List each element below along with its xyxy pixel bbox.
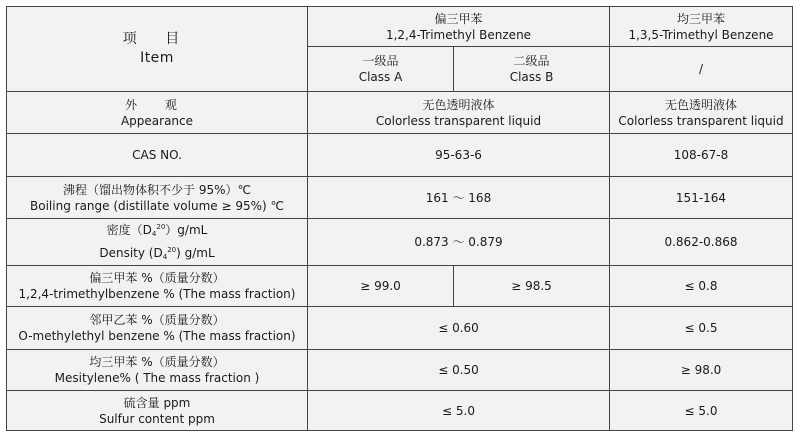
appearance-value-135-cn: 无色透明液体 (664, 97, 737, 112)
appearance-value-135 (610, 92, 793, 134)
mesitylene-row (7, 350, 793, 391)
density-value-135: 0.862-0.868 (610, 219, 793, 266)
methylethyl-benzene-label-cn: 邻甲乙苯 %（质量分数） (89, 313, 225, 327)
item-header-en: Item (140, 50, 174, 66)
density-label-cn (9, 219, 305, 242)
density-value-124: 0.873 ～ 0.879 (308, 219, 610, 266)
density-cn-superscript: 20 (156, 223, 166, 231)
sulfur-value-135: ≤ 5.0 (610, 391, 793, 431)
density-en-subscript: 4 (162, 253, 168, 261)
sulfur-label (7, 391, 308, 431)
cas-value-124: 95-63-6 (308, 134, 610, 177)
appearance-value-124-en: Colorless transparent liquid (375, 113, 542, 128)
boiling-range-value-135: 151-164 (610, 177, 793, 219)
boiling-range-value-124: 161 ～ 168 (308, 177, 610, 219)
trimethylbenzene-124-content-135: ≤ 0.8 (610, 266, 793, 307)
trimethylbenzene-135-header (610, 7, 793, 47)
density-row (7, 219, 793, 266)
mesitylene-value-124: ≤ 0.50 (308, 350, 610, 391)
sulfur-label-cn: 硫含量 ppm (123, 395, 191, 410)
density-en-superscript: 20 (167, 246, 177, 254)
boiling-range-label (7, 177, 308, 219)
methylethyl-benzene-row (7, 307, 793, 350)
sulfur-label-en: Sulfur content ppm (99, 411, 215, 426)
col1-header-cn: 偏三甲苯 (434, 11, 483, 26)
mesitylene-label-en: Mesitylene% ( The mass fraction ) (54, 371, 260, 385)
col2-header-en: 1,3,5-Trimethyl Benzene (628, 27, 774, 42)
mesitylene-label-cn: 均三甲苯 %（质量分数） (89, 355, 225, 369)
appearance-label-cn: 外 观 (125, 97, 189, 112)
col1-header-en: 1,2,4-Trimethyl Benzene (385, 27, 532, 42)
density-cn-unit: ）g/mL (165, 223, 208, 237)
boiling-range-label-cn: 沸程（馏出物体积不少于 95%）℃ (63, 182, 251, 197)
appearance-value-124-cn: 无色透明液体 (422, 97, 495, 112)
header-row-1 (7, 7, 793, 47)
density-cn-subscript: 4 (151, 230, 157, 238)
density-en-unit: ) g/mL (176, 246, 215, 260)
methylethyl-benzene-value-124: ≤ 0.60 (308, 307, 610, 350)
appearance-label (7, 92, 308, 134)
class-b-header (454, 47, 610, 92)
appearance-row (7, 92, 793, 134)
boiling-range-row (7, 177, 793, 219)
trimethylbenzene-124-content-label-en: 1,2,4-trimethylbenzene % (The mass fraction) (18, 287, 296, 301)
item-header-cn: 项 目 (122, 31, 192, 47)
density-en-text: Density (D (99, 246, 163, 260)
density-cn-text: 密度（D (106, 223, 152, 237)
appearance-value-135-en: Colorless transparent liquid (618, 113, 784, 128)
class-b-cn: 二级品 (513, 54, 550, 68)
sulfur-value-124: ≤ 5.0 (308, 391, 610, 431)
appearance-value-124 (308, 92, 610, 134)
mesitylene-label (7, 350, 308, 391)
trimethylbenzene-124-content-label (7, 266, 308, 307)
trimethylbenzene-124-content-class-b: ≥ 98.5 (454, 266, 610, 307)
trimethylbenzene-124-content-row (7, 266, 793, 307)
trimethylbenzene-124-header (308, 7, 610, 47)
appearance-label-en: Appearance (120, 113, 194, 128)
col2-header-cn: 均三甲苯 (676, 11, 725, 26)
spec-table (6, 6, 793, 431)
item-header-cell (7, 7, 308, 92)
cas-value-135: 108-67-8 (610, 134, 793, 177)
mesitylene-value-135: ≥ 98.0 (610, 350, 793, 391)
density-label (7, 219, 308, 266)
class-a-en: Class A (358, 70, 403, 84)
methylethyl-benzene-value-135: ≤ 0.5 (610, 307, 793, 350)
class-b-en: Class B (509, 70, 554, 84)
methylethyl-benzene-label (7, 307, 308, 350)
cas-row (7, 134, 793, 177)
trimethylbenzene-124-content-label-cn: 偏三甲苯 %（质量分数） (89, 271, 225, 285)
class-a-cn: 一级品 (362, 54, 399, 68)
sulfur-row (7, 391, 793, 431)
trimethylbenzene-124-content-class-a: ≥ 99.0 (308, 266, 454, 307)
slash-cell: / (610, 47, 793, 92)
boiling-range-label-en: Boiling range (distillate volume ≥ 95%) ℃ (30, 198, 284, 213)
density-label-en (9, 242, 305, 265)
class-a-header (308, 47, 454, 92)
cas-label: CAS NO. (7, 134, 308, 177)
methylethyl-benzene-label-en: O-methylethyl benzene % (The mass fraction) (18, 329, 296, 343)
